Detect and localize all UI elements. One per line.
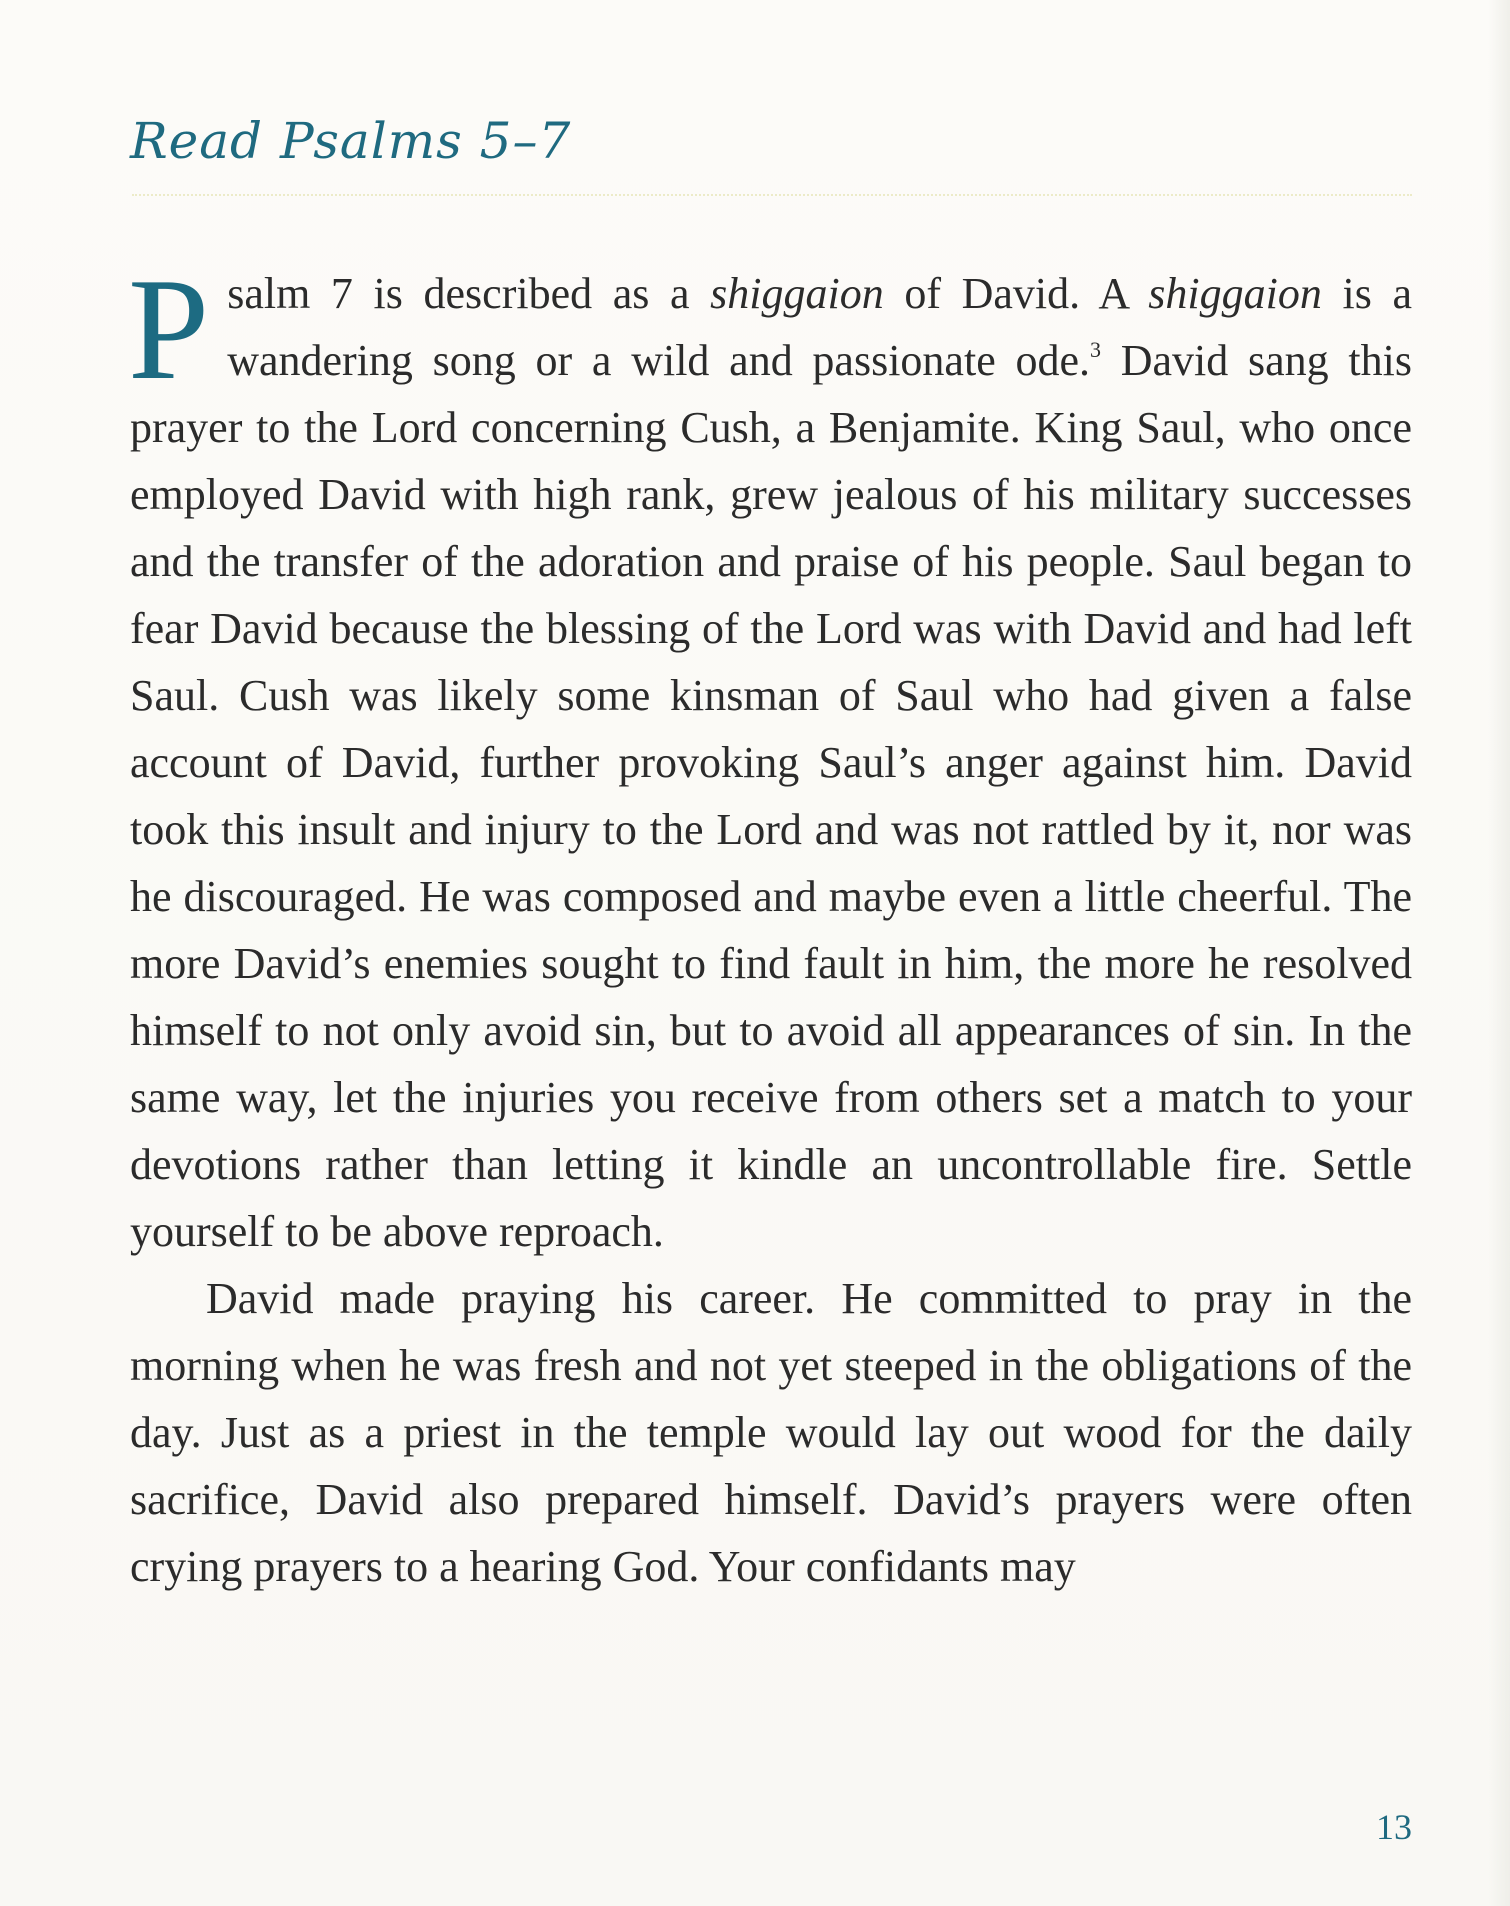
paragraph-1-segment: salm 7 is described as a	[227, 269, 711, 318]
section-heading: Read Psalms 5–7	[130, 112, 572, 170]
paragraph-1	[128, 248, 1412, 1265]
paragraph-1-segment: David sang this prayer to the Lord concerning Cush, a Benjamite. King Saul, who once employed David with high rank, grew jealous of his military successes and the transfer of the adoration and praise of his people. Saul began to fear David because the blessing of the Lord was with David and had left Saul. Cush was likely some kinsman of Saul who had given a false account of David, further provoking Saul’s anger against him. David took this insult and injury to the Lord and was not rattled by it, nor was he discouraged. He was composed and maybe even a little cheerful. The more David’s enemies sought to find fault in him, the more he resolved himself to not only avoid sin, but to avoid all appearances of sin. In the same way, let the injuries you receive from others set a match to your devotions rather than letting it kindle an uncontrollable fire. Settle yourself to be above reproach.	[130, 336, 1412, 1256]
scan-edge	[1488, 0, 1510, 1906]
italic-term: shiggaion	[1148, 269, 1322, 318]
paragraph-1-segment: of David. A	[883, 269, 1149, 318]
heading-divider	[132, 194, 1412, 196]
body-text	[128, 248, 1412, 1600]
page-number: 13	[1376, 1807, 1412, 1847]
paragraph-2: David made praying his career. He committed to pray in the morning when he was fresh and not yet steeped in the obligations of the day. Just as a priest in the temple would lay out wood for the daily sacrifice, David also prepared himself. David’s prayers were often crying prayers to a hearing God. Your confidants may	[130, 1274, 1412, 1591]
drop-cap: P	[128, 248, 210, 410]
paragraph-1-segment: is a wandering song or a wild and passionate ode.	[227, 269, 1412, 385]
italic-term: shiggaion	[710, 269, 884, 318]
footnote-marker: 3	[1090, 337, 1101, 362]
